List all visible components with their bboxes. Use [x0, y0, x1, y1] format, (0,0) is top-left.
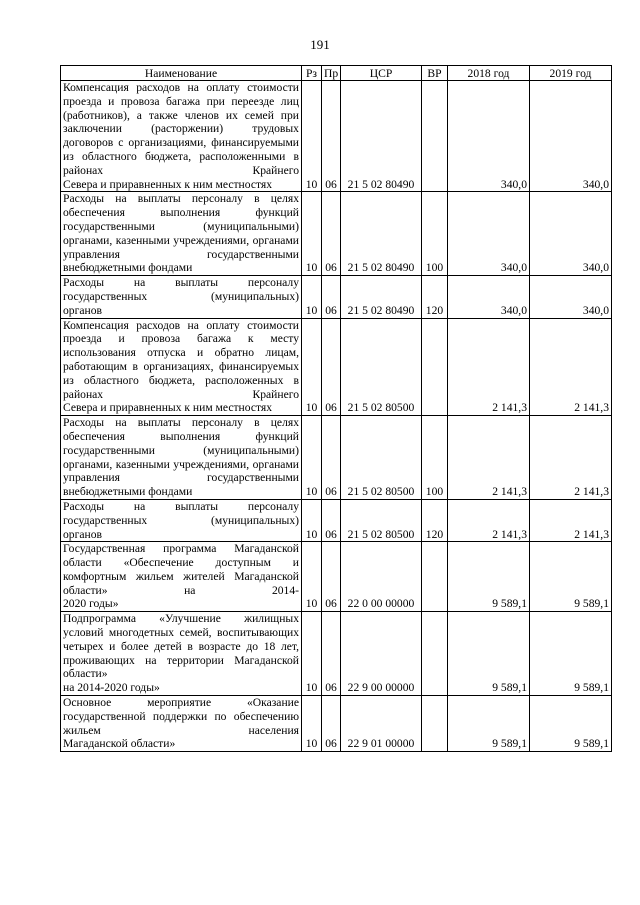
row-rz: 10 [302, 612, 322, 696]
row-csr: 22 9 01 00000 [341, 696, 422, 752]
row-vr: 100 [422, 192, 448, 276]
header-csr: ЦСР [341, 66, 422, 81]
table-row [61, 542, 612, 612]
row-name-line: лицам, работающим в организациях, [63, 346, 299, 373]
row-name-line: органами управления государственными [63, 457, 299, 485]
row-name-line: финансируемых из областного бюджета, [63, 359, 299, 387]
row-name-line: органами, казенными учреждениями, [63, 233, 250, 247]
row-vr [422, 696, 448, 752]
header-name: Наименование [61, 66, 302, 81]
row-2018: 340,0 [448, 81, 530, 192]
header-row [61, 66, 612, 81]
row-rz: 10 [302, 499, 322, 541]
row-pr: 06 [322, 276, 341, 318]
row-2018: 340,0 [448, 276, 530, 318]
row-2018: 340,0 [448, 192, 530, 276]
row-csr: 21 5 02 80500 [341, 416, 422, 500]
row-name-line: Основное мероприятие «Оказание [63, 696, 299, 710]
row-name-line: 2020 годы» [63, 597, 119, 611]
row-2018: 9 589,1 [448, 542, 530, 612]
row-name-line: условий многодетных семей, [63, 626, 212, 640]
row-name-line: Магаданской области» на 2014- [63, 569, 300, 597]
row-2018: 2 141,3 [448, 499, 530, 541]
row-name [61, 542, 302, 612]
header-2018: 2018 год [448, 66, 530, 81]
row-name-line: Расходы на выплаты персоналу [63, 499, 299, 513]
row-vr: 100 [422, 416, 448, 500]
row-name-line: Севера и приравненных к ним местностях [63, 401, 273, 415]
row-name-line: органами, казенными учреждениями, [63, 457, 250, 471]
row-name-line: на 2014-2020 годы» [63, 681, 160, 695]
row-name-line: стоимости проезда и провоза багажа к [63, 318, 299, 346]
header-pr: Пр [322, 66, 341, 81]
row-name-line: воспитывающих четырех и более детей в [63, 626, 299, 653]
row-rz: 10 [302, 276, 322, 318]
page-number: 191 [310, 37, 330, 52]
row-2019: 340,0 [530, 81, 612, 192]
row-name-line: Расходы на выплаты персоналу в целях [63, 192, 299, 206]
row-name-line: внебюджетными фондами [63, 485, 193, 499]
row-rz: 10 [302, 81, 322, 192]
row-name-line: расположенных в районах Крайнего [63, 373, 299, 401]
row-vr [422, 318, 448, 416]
row-rz: 10 [302, 696, 322, 752]
row-vr [422, 81, 448, 192]
header-2019: 2019 год [530, 66, 612, 81]
row-csr: 21 5 02 80500 [341, 318, 422, 416]
row-2018: 2 141,3 [448, 318, 530, 416]
row-name-line: месту использования отпуска и обратно [63, 332, 299, 360]
table-row [61, 81, 612, 192]
row-name-line: Подпрограмма «Улучшение жилищных [63, 612, 299, 626]
row-name-line: органами управления государственными [63, 233, 299, 261]
row-2019: 2 141,3 [530, 416, 612, 500]
row-name-line: обеспечения выполнения функций [63, 429, 299, 443]
row-name-line: государственных (муниципальных) [63, 289, 299, 303]
row-pr: 06 [322, 318, 341, 416]
header-rz: Рз [302, 66, 322, 81]
row-name-line: Компенсация расходов на оплату [63, 81, 240, 94]
row-name-line: обеспечения выполнения функций [63, 206, 299, 220]
row-name-line: государственных (муниципальных) [63, 513, 299, 527]
row-csr: 21 5 02 80490 [341, 276, 422, 318]
row-pr: 06 [322, 416, 341, 500]
row-name [61, 276, 302, 318]
table-row [61, 696, 612, 752]
header-vr: ВР [422, 66, 448, 81]
row-name [61, 612, 302, 696]
row-csr: 22 0 00 00000 [341, 542, 422, 612]
row-name-line: трудовых договоров с организациями, [63, 122, 299, 150]
row-name [61, 416, 302, 500]
table-row [61, 318, 612, 416]
row-vr [422, 612, 448, 696]
row-rz: 10 [302, 416, 322, 500]
row-2019: 9 589,1 [530, 612, 612, 696]
row-name-line: государственной поддержки по [63, 709, 227, 723]
table-row [61, 276, 612, 318]
row-2019: 9 589,1 [530, 542, 612, 612]
row-name-line: органов [63, 303, 102, 317]
row-name-line: территории Магаданской области» [63, 653, 300, 681]
row-2019: 2 141,3 [530, 499, 612, 541]
row-rz: 10 [302, 318, 322, 416]
row-name-line: их семей при заключении (расторжении) [63, 108, 299, 136]
row-name-line: переезде лиц (работников), а также членов [63, 94, 300, 122]
row-name-line: финансируемыми из областного бюджета, [63, 136, 299, 163]
row-name [61, 81, 302, 192]
row-name-line: области «Обеспечение доступным и [63, 556, 299, 570]
row-name-line: Компенсация расходов на оплату [63, 318, 240, 332]
row-name-line: Расходы на выплаты персоналу в целях [63, 416, 299, 430]
row-name-line: Севера и приравненных к ним местностях [63, 177, 273, 191]
row-name-line: расположенными в районах Крайнего [63, 149, 299, 177]
row-name-line: комфортным жильем жителей [63, 569, 225, 583]
row-rz: 10 [302, 192, 322, 276]
row-name-line: стоимости проезда и провоза багажа при [63, 81, 299, 108]
row-pr: 06 [322, 499, 341, 541]
row-2019: 2 141,3 [530, 318, 612, 416]
row-name-line: государственными (муниципальными) [63, 219, 299, 233]
row-name-line: Магаданской области» [63, 737, 176, 751]
row-pr: 06 [322, 612, 341, 696]
row-2019: 340,0 [530, 192, 612, 276]
row-vr: 120 [422, 276, 448, 318]
row-name-line: государственными (муниципальными) [63, 443, 299, 457]
row-name-line: обеспечению жильем населения [63, 709, 299, 737]
table-row [61, 612, 612, 696]
budget-table [60, 65, 612, 752]
row-2019: 9 589,1 [530, 696, 612, 752]
row-name-line: внебюджетными фондами [63, 261, 193, 275]
row-vr [422, 542, 448, 612]
row-csr: 21 5 02 80490 [341, 192, 422, 276]
row-name-line: возрасте до 18 лет, проживающих на [63, 639, 299, 667]
row-pr: 06 [322, 542, 341, 612]
row-vr: 120 [422, 499, 448, 541]
row-csr: 22 9 00 00000 [341, 612, 422, 696]
row-name-line: Расходы на выплаты персоналу [63, 276, 299, 290]
table-body [61, 81, 612, 752]
row-2018: 2 141,3 [448, 416, 530, 500]
row-pr: 06 [322, 192, 341, 276]
table-row [61, 192, 612, 276]
row-2018: 9 589,1 [448, 696, 530, 752]
row-name [61, 499, 302, 541]
row-pr: 06 [322, 81, 341, 192]
row-pr: 06 [322, 696, 341, 752]
row-2019: 340,0 [530, 276, 612, 318]
row-csr: 21 5 02 80500 [341, 499, 422, 541]
row-name [61, 318, 302, 416]
row-csr: 21 5 02 80490 [341, 81, 422, 192]
row-rz: 10 [302, 542, 322, 612]
row-2018: 9 589,1 [448, 612, 530, 696]
table-row [61, 416, 612, 500]
row-name-line: Государственная программа Магаданской [63, 542, 299, 556]
row-name [61, 696, 302, 752]
row-name-line: органов [63, 527, 102, 541]
row-name [61, 192, 302, 276]
table-row [61, 499, 612, 541]
